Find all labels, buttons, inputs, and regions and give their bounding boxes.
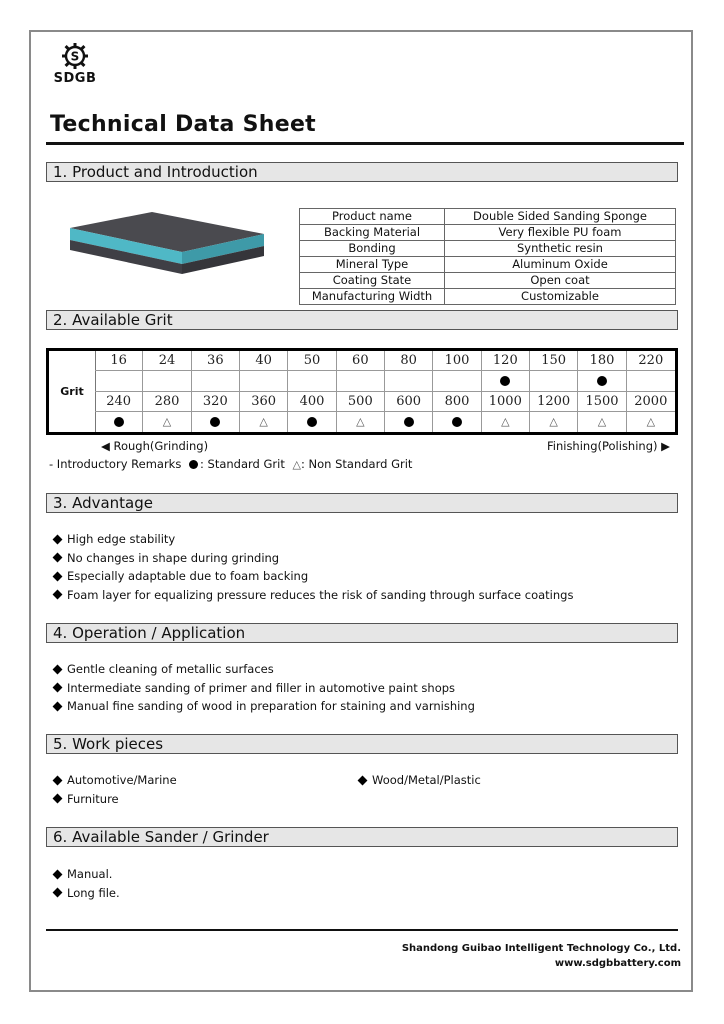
grit-mark-cell: [627, 412, 675, 432]
standard-grit-dot-icon: [210, 417, 220, 427]
grit-value-cell: 50: [288, 351, 336, 371]
spec-value: Aluminum Oxide: [445, 257, 676, 273]
grit-mark-cell: [433, 412, 481, 432]
grit-value-cell: 360: [240, 392, 288, 412]
diamond-bullet-icon: [53, 683, 63, 693]
grit-mark-cell: [578, 412, 626, 432]
non-standard-grit-triangle-icon: △: [501, 415, 510, 429]
advantage-list: [52, 530, 573, 604]
grit-value-cell: 600: [385, 392, 433, 412]
grit-mark-cell: [385, 412, 433, 432]
grit-mark-cell: [288, 412, 336, 432]
grit-value-cell: 180: [578, 351, 626, 371]
grit-value-cell: 500: [337, 392, 385, 412]
spec-value: Double Sided Sanding Sponge: [445, 209, 676, 225]
grit-mark-cell: [627, 371, 675, 391]
logo-text: SDGB: [53, 71, 97, 86]
grit-value-cell: 80: [385, 351, 433, 371]
grit-mark-cell: [337, 412, 385, 432]
non-standard-grit-triangle-icon: △: [259, 415, 268, 429]
grit-table: [46, 348, 678, 435]
section-header-grit: 2. Available Grit: [46, 310, 678, 330]
diamond-bullet-icon: [53, 534, 63, 544]
grit-mark-cell: [95, 371, 143, 391]
diamond-bullet-icon: [53, 664, 63, 674]
diamond-bullet-icon: [53, 888, 63, 898]
standard-grit-dot-icon: [500, 376, 510, 386]
diamond-bullet-icon: [53, 794, 63, 804]
diamond-bullet-icon: [53, 590, 63, 600]
grit-mark-cell: [530, 412, 578, 432]
company-website: www.sdgbbattery.com: [554, 958, 681, 969]
section-header-operation: 4. Operation / Application: [46, 623, 678, 643]
grit-mark-cell: [482, 412, 530, 432]
list-item: Gentle cleaning of metallic surfaces: [52, 660, 475, 679]
grit-mark-cell: [240, 371, 288, 391]
grit-value-cell: 24: [143, 351, 191, 371]
spec-key: Product name: [300, 209, 445, 225]
spec-value: Open coat: [445, 273, 676, 289]
grit-value-cell: 36: [192, 351, 240, 371]
section-header-advantage: 3. Advantage: [46, 493, 678, 513]
non-standard-grit-triangle-icon: △: [549, 415, 558, 429]
grit-mark-cell: [288, 371, 336, 391]
application-list: [52, 660, 475, 716]
grit-mark-cell: [95, 412, 143, 432]
grit-value-cell: 2000: [627, 392, 675, 412]
list-item: Manual fine sanding of wood in preparation for staining and varnishing: [52, 697, 475, 716]
spec-key: Manufacturing Width: [300, 289, 445, 305]
list-item: High edge stability: [52, 530, 573, 549]
spec-row: [300, 209, 676, 225]
section-header-product: 1. Product and Introduction: [46, 162, 678, 182]
diamond-bullet-icon: [53, 571, 63, 581]
grit-mark-cell: [482, 371, 530, 391]
grit-mark-cell: [578, 371, 626, 391]
grit-value-cell: 40: [240, 351, 288, 371]
grit-value-cell: 1200: [530, 392, 578, 412]
footer: [402, 941, 681, 971]
list-item: Foam layer for equalizing pressure reduces the risk of sanding through surface coatings: [52, 586, 573, 605]
grit-mark-cell: [530, 371, 578, 391]
spec-key: Backing Material: [300, 225, 445, 241]
grit-value-cell: 60: [337, 351, 385, 371]
grit-value-cell: 220: [627, 351, 675, 371]
spec-row: [300, 273, 676, 289]
grit-value-cell: 400: [288, 392, 336, 412]
non-standard-grit-triangle-icon: △: [162, 415, 172, 429]
diamond-bullet-icon: [53, 701, 63, 711]
non-standard-grit-triangle-icon: △: [597, 415, 607, 429]
page-title: Technical Data Sheet: [50, 112, 316, 137]
grit-value-cell: 800: [433, 392, 481, 412]
spec-row: [300, 257, 676, 273]
grit-mark-cell: [433, 371, 481, 391]
grit-mark-cell: [337, 371, 385, 391]
list-item: Especially adaptable due to foam backing: [52, 567, 573, 586]
list-item: Long file.: [52, 884, 120, 903]
grit-grid: [95, 351, 675, 432]
grit-mark-cell: [143, 412, 191, 432]
spec-row: [300, 289, 676, 305]
spec-key: Coating State: [300, 273, 445, 289]
grit-value-cell: 1500: [578, 392, 626, 412]
sanding-sponge-image: [64, 208, 270, 284]
list-item: Wood/Metal/Plastic: [357, 771, 481, 790]
grit-mark-cell: [192, 371, 240, 391]
diamond-bullet-icon: [53, 869, 63, 879]
grit-value-cell: 1000: [482, 392, 530, 412]
grit-value-cell: 120: [482, 351, 530, 371]
standard-grit-dot-icon: [452, 417, 462, 427]
spec-value: Customizable: [445, 289, 676, 305]
standard-grit-label: : Standard Grit: [200, 457, 285, 471]
rough-grinding-label: ◀ Rough(Grinding): [101, 439, 209, 453]
grit-mark-cell: [240, 412, 288, 432]
spec-value: Synthetic resin: [445, 241, 676, 257]
section-header-sander: 6. Available Sander / Grinder: [46, 827, 678, 847]
non-standard-grit-triangle-icon: △: [356, 415, 365, 429]
grit-value-cell: 320: [192, 392, 240, 412]
grit-mark-cell: [192, 412, 240, 432]
grit-value-cell: 280: [143, 392, 191, 412]
grit-value-cell: 100: [433, 351, 481, 371]
standard-grit-dot-icon: [189, 460, 198, 469]
standard-grit-dot-icon: [597, 376, 607, 386]
title-divider: [46, 142, 684, 145]
list-item: Automotive/Marine: [52, 771, 177, 790]
list-item: Furniture: [52, 790, 177, 809]
workpieces-list-left: [52, 771, 177, 808]
remarks-prefix: - Introductory Remarks: [49, 457, 182, 471]
product-spec-table: [299, 208, 676, 305]
standard-grit-dot-icon: [114, 417, 124, 427]
non-standard-grit-triangle-icon: △: [646, 415, 656, 429]
diamond-bullet-icon: [358, 775, 368, 785]
footer-divider: [46, 929, 678, 931]
spec-value: Very flexible PU foam: [445, 225, 676, 241]
standard-grit-dot-icon: [307, 417, 317, 427]
workpieces-list-right: [357, 771, 481, 790]
grit-remarks: [49, 457, 412, 471]
grit-mark-cell: [385, 371, 433, 391]
sander-list: [52, 865, 120, 902]
section-header-workpieces: 5. Work pieces: [46, 734, 678, 754]
grit-mark-cell: [143, 371, 191, 391]
logo: [50, 42, 100, 86]
company-name: Shandong Guibao Intelligent Technology Co., Ltd.: [401, 943, 681, 954]
non-standard-grit-label: : Non Standard Grit: [300, 457, 413, 471]
non-standard-grit-triangle-icon: △: [292, 458, 301, 471]
spec-row: [300, 225, 676, 241]
standard-grit-dot-icon: [404, 417, 414, 427]
list-item: No changes in shape during grinding: [52, 549, 573, 568]
diamond-bullet-icon: [53, 775, 63, 785]
spec-row: [300, 241, 676, 257]
grit-value-cell: 240: [95, 392, 143, 412]
grit-label: Grit: [49, 351, 96, 432]
spec-key: Mineral Type: [300, 257, 445, 273]
gear-s-icon: [61, 42, 89, 70]
diamond-bullet-icon: [53, 553, 63, 563]
grit-value-cell: 150: [530, 351, 578, 371]
list-item: Intermediate sanding of primer and filler in automotive paint shops: [52, 679, 475, 698]
finishing-polishing-label: Finishing(Polishing) ▶: [546, 439, 670, 453]
grit-value-cell: 16: [95, 351, 143, 371]
svg-text:S: S: [70, 49, 80, 64]
list-item: Manual.: [52, 865, 120, 884]
spec-key: Bonding: [300, 241, 445, 257]
